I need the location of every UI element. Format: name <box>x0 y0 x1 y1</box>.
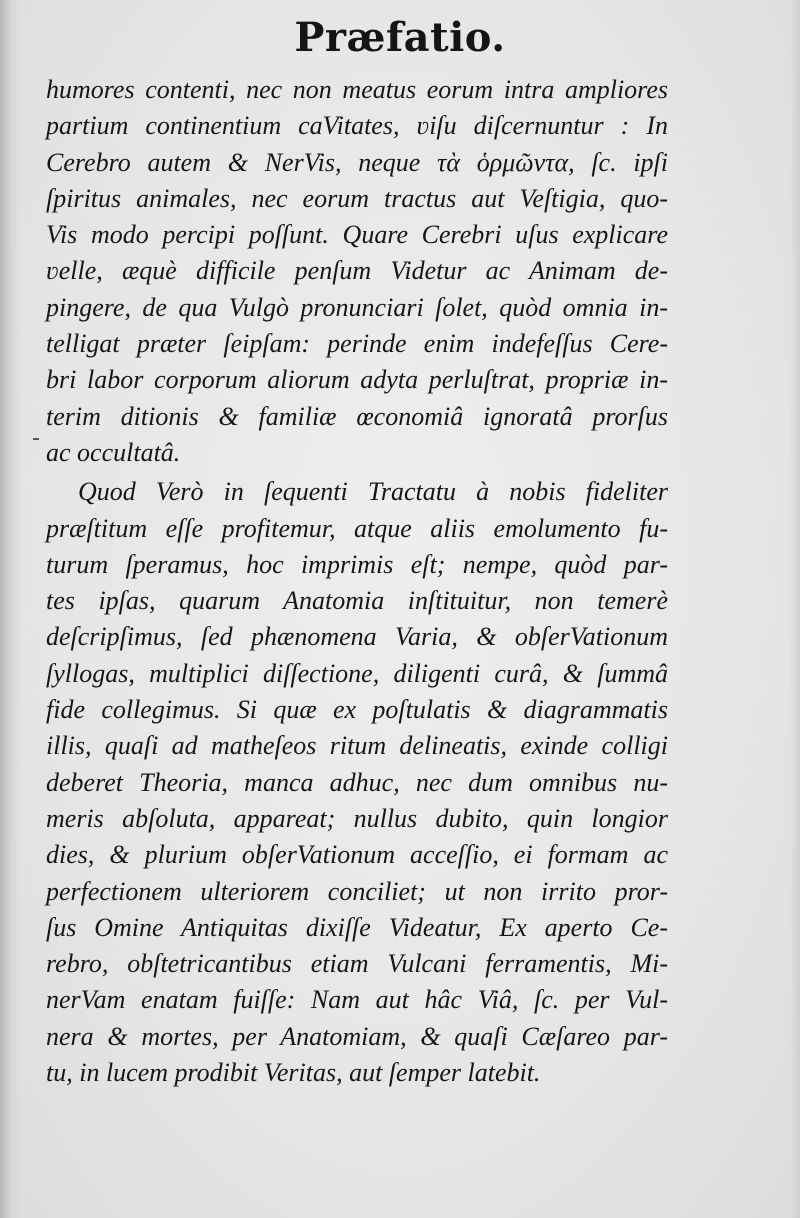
text-line: ac occultatâ. <box>46 437 181 467</box>
text-line: deberet Theoria, manca adhuc, nec dum omnibus nu- <box>46 767 668 797</box>
text-line: turum ſperamus, hoc imprimis eſt; nempe, quòd par- <box>46 549 668 579</box>
text-line: ſpiritus animales, nec eorum tractus aut Veſtigia, quo- <box>46 183 668 213</box>
paragraph <box>46 72 668 471</box>
text-line: nerVam enatam fuiſſe: Nam aut hâc Viâ, ſc. per Vul- <box>46 985 668 1015</box>
text-line: humores contenti, nec non meatus eorum intra ampliores <box>46 75 668 104</box>
text-line: bri labor corporum aliorum adyta perluſtrat, propriæ in- <box>46 365 668 395</box>
text-line: tu, in lucem prodibit Veritas, aut ſemper latebit. <box>46 1058 541 1088</box>
text-line: deſcripſimus, ſed phænomena Varia, & obſerVationum <box>46 622 668 652</box>
page-gutter-shadow <box>0 0 22 1218</box>
text-line: ſyllogas, multiplici diſſectione, diligenti curâ, & ſummâ <box>46 658 668 688</box>
marginal-mark <box>33 438 39 440</box>
body-text <box>46 72 668 1091</box>
text-line: terim ditionis & familiæ œconomiâ ignoratâ prorſus <box>46 401 668 431</box>
text-line: rebro, obſtetricantibus etiam Vulcani ferramentis, Mi- <box>46 949 668 979</box>
text-line: dies, & plurium obſerVationum acceſſio, ei formam ac <box>46 840 668 870</box>
text-line: ʋelle, æquè difficile penſum Videtur ac Animam de- <box>46 256 668 286</box>
text-line: pingere, de qua Vulgò pronunciari ſolet, quòd omnia in- <box>46 292 668 322</box>
text-line: partium continentium caVitates, ʋiſu diſcernuntur : In <box>46 111 668 141</box>
text-line: Cerebro autem & NerVis, neque τὰ ὁρμῶντα, ſc. ipſi <box>46 147 668 177</box>
page-edge-shadow <box>790 0 800 1218</box>
text-line: meris abſoluta, appareat; nullus dubito, quin longior <box>46 803 668 833</box>
text-line: tes ipſas, quarum Anatomia inſtituitur, non temerè <box>46 586 668 616</box>
text-line: fide collegimus. Si quæ ex poſtulatis & diagrammatis <box>46 695 668 725</box>
running-header: Præfatio. <box>294 14 506 61</box>
paragraph <box>46 474 668 1091</box>
text-line: perfectionem ulteriorem conciliet; ut non irrito pror- <box>46 876 668 906</box>
text-line: Vis modo percipi poſſunt. Quare Cerebri uſus explicare <box>46 220 668 250</box>
text-line: nera & mortes, per Anatomiam, & quaſi Cæſareo par- <box>46 1021 668 1051</box>
text-line: præſtitum eſſe profitemur, atque aliis emolumento fu- <box>46 513 668 543</box>
text-line: telligat præter ſeipſam: perinde enim indefeſſus Cere- <box>46 329 668 359</box>
text-line: Quod Verò in ſequenti Tractatu à nobis fideliter <box>78 477 668 507</box>
text-line: ſus Omine Antiquitas dixiſſe Videatur, Ex aperto Ce- <box>46 912 668 942</box>
text-line: illis, quaſi ad matheſeos ritum delineatis, exinde colligi <box>46 731 668 761</box>
